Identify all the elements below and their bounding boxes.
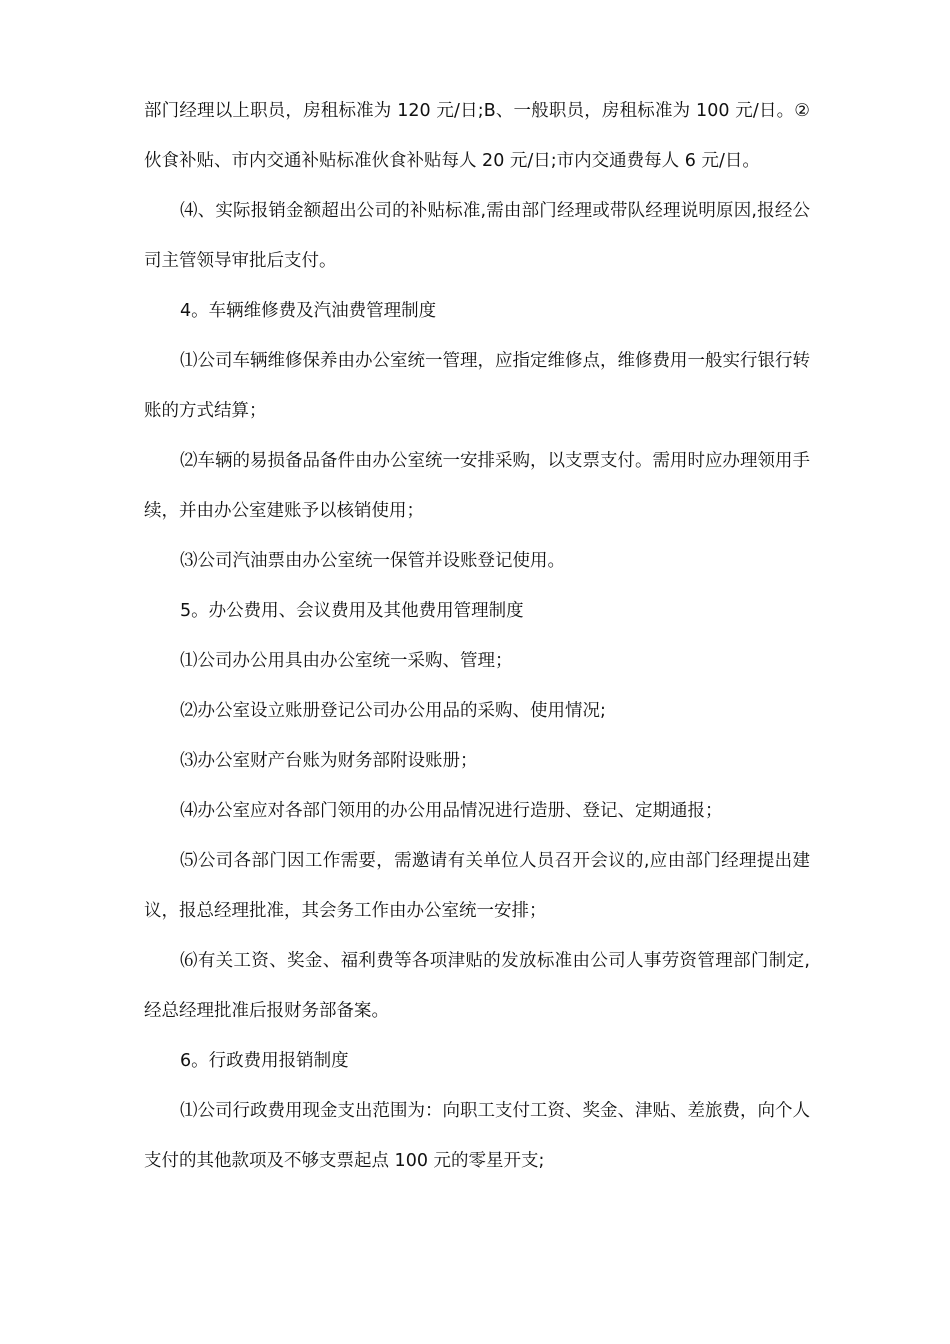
paragraph-property-ledger: ⑶办公室财产台账为财务部附设账册； <box>180 751 478 771</box>
paragraph-fuel-tickets: ⑶公司汽油票由办公室统一保管并设账登记使用。 <box>180 551 565 571</box>
paragraph-supplies-report: ⑷办公室应对各部门领用的办公用品情况进行造册、登记、定期通报； <box>180 801 723 821</box>
paragraph-wages-standards: ⑹有关工资、奖金、福利费等各项津贴的发放标准由公司人事劳资管理部门制定,经总经理批准后报财务部备案。 <box>144 951 810 1021</box>
paragraph-vehicle-spare-parts: ⑵车辆的易损备品备件由办公室统一安排采购，以支票支付。需用时应办理领用手续，并由办公室建账予以核销使用； <box>144 451 810 521</box>
section-heading-admin-reimbursement: 6。行政费用报销制度 <box>180 1051 349 1071</box>
document-body <box>144 86 810 1186</box>
section-heading-office-expenses: 5。办公费用、会议费用及其他费用管理制度 <box>180 601 524 621</box>
paragraph-office-supplies: ⑴公司办公用具由办公室统一采购、管理； <box>180 651 513 671</box>
paragraph-meetings: ⑸公司各部门因工作需要，需邀请有关单位人员召开会议的,应由部门经理提出建议，报总经理批准，其会务工作由办公室统一安排； <box>144 851 810 921</box>
paragraph-excess-reimbursement: ⑷、实际报销金额超出公司的补贴标准,需由部门经理或带队经理说明原因,报经公司主管领导审批后支付。 <box>144 201 810 271</box>
paragraph-cash-expenditure: ⑴公司行政费用现金支出范围为：向职工支付工资、奖金、津贴、差旅费，向个人支付的其他款项及不够支票起点 100 元的零星开支; <box>144 1101 810 1171</box>
section-heading-vehicle: 4。车辆维修费及汽油费管理制度 <box>180 301 437 321</box>
paragraph-vehicle-maintenance: ⑴公司车辆维修保养由办公室统一管理，应指定维修点，维修费用一般实行银行转账的方式结算； <box>144 351 810 421</box>
paragraph-housing-allowance: 部门经理以上职员，房租标准为 120 元/日;B、一般职员，房租标准为 100 元/日。②伙食补贴、市内交通补贴标准伙食补贴每人 20 元/日;市内交通费每人 6 元/日。 <box>144 101 810 171</box>
paragraph-office-ledger: ⑵办公室设立账册登记公司办公用品的采购、使用情况; <box>180 701 606 721</box>
